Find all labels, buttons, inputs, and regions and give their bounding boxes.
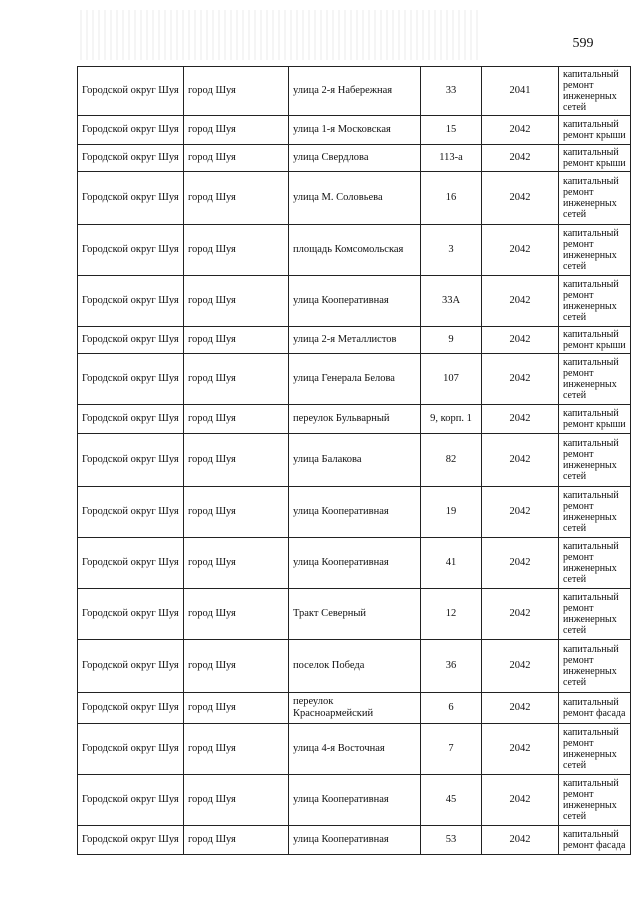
municipality-cell: Городской округ Шуя — [78, 67, 184, 116]
year-cell: 2042 — [482, 775, 559, 826]
work-type-cell: капитальный ремонт крыши — [559, 327, 631, 354]
settlement-cell: город Шуя — [184, 693, 289, 724]
street-cell: переулок Красноармейский — [289, 693, 421, 724]
municipality-cell: Городской округ Шуя — [78, 434, 184, 487]
street-cell: улица Кооперативная — [289, 775, 421, 826]
municipality-cell: Городской округ Шуя — [78, 640, 184, 693]
year-cell: 2042 — [482, 487, 559, 538]
year-cell: 2042 — [482, 434, 559, 487]
table-row — [78, 589, 631, 640]
table-row — [78, 434, 631, 487]
table-row — [78, 693, 631, 724]
settlement-cell: город Шуя — [184, 434, 289, 487]
page-number: 599 — [572, 36, 594, 51]
house-number-cell: 33 — [421, 67, 482, 116]
street-cell: улица 1-я Московская — [289, 116, 421, 145]
settlement-cell: город Шуя — [184, 589, 289, 640]
settlement-cell: город Шуя — [184, 724, 289, 775]
settlement-cell: город Шуя — [184, 354, 289, 405]
house-number-cell: 6 — [421, 693, 482, 724]
year-cell: 2042 — [482, 538, 559, 589]
work-type-cell: капитальный ремонт инженерных сетей — [559, 276, 631, 327]
table-row — [78, 145, 631, 172]
municipality-cell: Городской округ Шуя — [78, 276, 184, 327]
table-row — [78, 775, 631, 826]
street-cell: Тракт Северный — [289, 589, 421, 640]
year-cell: 2042 — [482, 354, 559, 405]
municipality-cell: Городской округ Шуя — [78, 538, 184, 589]
house-number-cell: 12 — [421, 589, 482, 640]
settlement-cell: город Шуя — [184, 640, 289, 693]
street-cell: улица Кооперативная — [289, 826, 421, 855]
year-cell: 2042 — [482, 589, 559, 640]
settlement-cell: город Шуя — [184, 775, 289, 826]
street-cell: улица 2-я Набережная — [289, 67, 421, 116]
municipality-cell: Городской округ Шуя — [78, 693, 184, 724]
year-cell: 2042 — [482, 276, 559, 327]
settlement-cell: город Шуя — [184, 405, 289, 434]
municipality-cell: Городской округ Шуя — [78, 145, 184, 172]
street-cell: улица 2-я Металлистов — [289, 327, 421, 354]
street-cell: поселок Победа — [289, 640, 421, 693]
scan-artifact — [80, 10, 480, 60]
house-number-cell: 82 — [421, 434, 482, 487]
table-row — [78, 67, 631, 116]
settlement-cell: город Шуя — [184, 67, 289, 116]
settlement-cell: город Шуя — [184, 225, 289, 276]
year-cell: 2042 — [482, 724, 559, 775]
house-number-cell: 19 — [421, 487, 482, 538]
registry-table — [77, 66, 631, 855]
table-row — [78, 405, 631, 434]
municipality-cell: Городской округ Шуя — [78, 354, 184, 405]
work-type-cell: капитальный ремонт фасада — [559, 693, 631, 724]
house-number-cell: 16 — [421, 172, 482, 225]
municipality-cell: Городской округ Шуя — [78, 724, 184, 775]
year-cell: 2042 — [482, 327, 559, 354]
table-row — [78, 487, 631, 538]
table-row — [78, 276, 631, 327]
municipality-cell: Городской округ Шуя — [78, 225, 184, 276]
table-row — [78, 225, 631, 276]
settlement-cell: город Шуя — [184, 276, 289, 327]
street-cell: улица Генерала Белова — [289, 354, 421, 405]
settlement-cell: город Шуя — [184, 145, 289, 172]
work-type-cell: капитальный ремонт инженерных сетей — [559, 487, 631, 538]
work-type-cell: капитальный ремонт инженерных сетей — [559, 225, 631, 276]
street-cell: улица Балакова — [289, 434, 421, 487]
settlement-cell: город Шуя — [184, 116, 289, 145]
municipality-cell: Городской округ Шуя — [78, 405, 184, 434]
settlement-cell: город Шуя — [184, 172, 289, 225]
table-row — [78, 327, 631, 354]
work-type-cell: капитальный ремонт инженерных сетей — [559, 775, 631, 826]
house-number-cell: 107 — [421, 354, 482, 405]
street-cell: улица Свердлова — [289, 145, 421, 172]
year-cell: 2042 — [482, 225, 559, 276]
year-cell: 2042 — [482, 405, 559, 434]
table-row — [78, 724, 631, 775]
municipality-cell: Городской округ Шуя — [78, 826, 184, 855]
work-type-cell: капитальный ремонт крыши — [559, 405, 631, 434]
work-type-cell: капитальный ремонт инженерных сетей — [559, 640, 631, 693]
year-cell: 2041 — [482, 67, 559, 116]
table-row — [78, 826, 631, 855]
table-row — [78, 640, 631, 693]
municipality-cell: Городской округ Шуя — [78, 487, 184, 538]
year-cell: 2042 — [482, 826, 559, 855]
table-row — [78, 116, 631, 145]
house-number-cell: 7 — [421, 724, 482, 775]
work-type-cell: капитальный ремонт крыши — [559, 116, 631, 145]
house-number-cell: 45 — [421, 775, 482, 826]
table-row — [78, 354, 631, 405]
street-cell: площадь Комсомольская — [289, 225, 421, 276]
work-type-cell: капитальный ремонт инженерных сетей — [559, 538, 631, 589]
work-type-cell: капитальный ремонт инженерных сетей — [559, 172, 631, 225]
house-number-cell: 36 — [421, 640, 482, 693]
work-type-cell: капитальный ремонт инженерных сетей — [559, 67, 631, 116]
work-type-cell: капитальный ремонт инженерных сетей — [559, 589, 631, 640]
table-row — [78, 172, 631, 225]
house-number-cell: 15 — [421, 116, 482, 145]
street-cell: улица Кооперативная — [289, 276, 421, 327]
street-cell: улица Кооперативная — [289, 487, 421, 538]
year-cell: 2042 — [482, 640, 559, 693]
settlement-cell: город Шуя — [184, 826, 289, 855]
house-number-cell: 41 — [421, 538, 482, 589]
year-cell: 2042 — [482, 693, 559, 724]
house-number-cell: 9 — [421, 327, 482, 354]
table-body — [78, 67, 631, 855]
work-type-cell: капитальный ремонт инженерных сетей — [559, 724, 631, 775]
settlement-cell: город Шуя — [184, 538, 289, 589]
municipality-cell: Городской округ Шуя — [78, 172, 184, 225]
house-number-cell: 33А — [421, 276, 482, 327]
house-number-cell: 3 — [421, 225, 482, 276]
street-cell: улица Кооперативная — [289, 538, 421, 589]
house-number-cell: 9, корп. 1 — [421, 405, 482, 434]
work-type-cell: капитальный ремонт фасада — [559, 826, 631, 855]
municipality-cell: Городской округ Шуя — [78, 775, 184, 826]
municipality-cell: Городской округ Шуя — [78, 327, 184, 354]
year-cell: 2042 — [482, 116, 559, 145]
street-cell: улица М. Соловьева — [289, 172, 421, 225]
street-cell: улица 4-я Восточная — [289, 724, 421, 775]
table-row — [78, 538, 631, 589]
municipality-cell: Городской округ Шуя — [78, 116, 184, 145]
work-type-cell: капитальный ремонт инженерных сетей — [559, 434, 631, 487]
work-type-cell: капитальный ремонт инженерных сетей — [559, 354, 631, 405]
year-cell: 2042 — [482, 145, 559, 172]
work-type-cell: капитальный ремонт крыши — [559, 145, 631, 172]
settlement-cell: город Шуя — [184, 327, 289, 354]
house-number-cell: 53 — [421, 826, 482, 855]
year-cell: 2042 — [482, 172, 559, 225]
settlement-cell: город Шуя — [184, 487, 289, 538]
street-cell: переулок Бульварный — [289, 405, 421, 434]
house-number-cell: 113-а — [421, 145, 482, 172]
municipality-cell: Городской округ Шуя — [78, 589, 184, 640]
